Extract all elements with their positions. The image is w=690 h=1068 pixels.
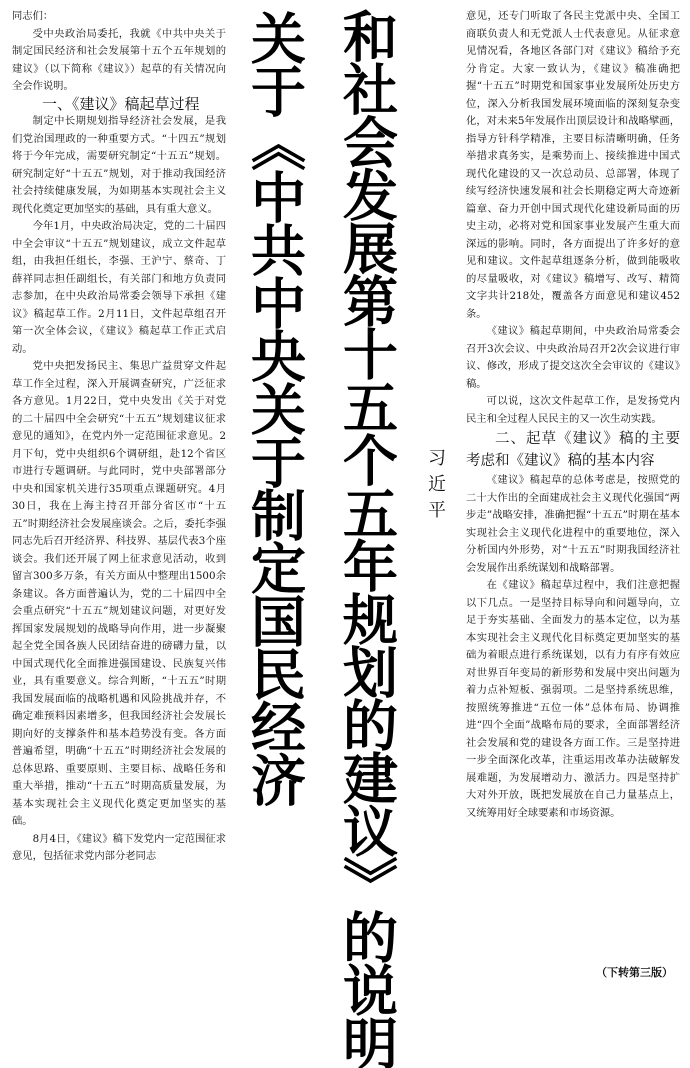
headline-line-1: 和社会发展第十五个五年规划的建议》的说明 [334, 8, 398, 1068]
right-column [466, 8, 680, 986]
paragraph: 《建议》稿起草的总体考虑是，按照党的二十大作出的全面建成社会主义现代化强国“两步走”战略安排，准确把握“十五五”时期在基本实现社会主义现代化进程中的重要地位，深入分析国内外形势，对“十五五”时期我国经济社会发展作出系统谋划和战略部署。 [466, 474, 680, 574]
paragraph: 受中央政治局委托，我就《中共中央关于制定国民经济和社会发展第十五个五年规划的建议》（以下简称《建议》）起草的有关情况向全会作说明。 [12, 27, 226, 92]
paragraph: 可以说，这次文件起草工作，是发扬党内民主和全过程人民民主的又一次生动实践。 [466, 395, 680, 425]
paragraph: 在《建议》稿起草过程中，我们注意把握以下几点。一是坚持目标导向和问题导向，立足于夯实基础、全面发力的基本定位，以为基本实现社会主义现代化目标奠定更加坚实的基础为着眼点进行系统谋划，以有力有序有效应对世界百年变局的新形势和发展中突出问题为着力点补短板、强弱项。二是坚持系统思维，按照统筹推进“五位一体”总体布局、协调推进“四个全面”战略布局的要求，全面部署经济社会发展和党的建设各方面工作。三是坚持进一步全面深化改革，注重运用改革办法破解发展难题，为发展增动力、激活力。四是坚持扩大对外开放，既把发展放在自己力量基点上，又统筹用好全球要素和市场资源。 [466, 579, 680, 819]
paragraph: 意见，还专门听取了各民主党派中央、全国工商联负责人和无党派人士代表意见。从征求意见情况看，各地区各部门对《建议》稿给予充分肯定。大家一致认为，《建议》稿准确把握“十五五”时期党和国家事业发展所处历史方位，深入分析我国发展环境面临的深刻复杂变化，对未来5年发展作出顶层设计和战略擘画，指导方针科学精准，主要目标清晰明确，任务举措求真务实，是乘势而上、接续推进中国式现代化建设的又一次总动员、总部署，体现了续写经济快速发展和社会长期稳定两大奇迹新篇章、奋力开创中国式现代化建设新局面的历史主动，必将对党和国家事业发展产生重大而深远的影响。同时，各方面提出了许多好的意见和建议。文件起草组逐条分析，做到能吸收的尽量吸收，对《建议》稿增写、改写、精简文字共计218处，覆盖各方面意见和建议452条。 [466, 10, 680, 320]
salutation: 同志们： [12, 10, 54, 22]
author-byline: 习近平 [425, 448, 446, 526]
paragraph: 制定中长期规划指导经济社会发展，是我们党治国理政的一种重要方式。“十四五”规划将于今年完成，需要研究制定“十五五”规划。研究制定好“十五五”规划，对于推动我国经济社会持续健康发展，为如期基本实现社会主义现代化奠定更加坚实的基础，具有重大意义。 [12, 115, 226, 215]
section-heading-1: 一、《建议》稿起草过程 [42, 94, 200, 113]
paragraph: 8月4日，《建议》稿下发党内一定范围征求意见，包括征求党内部分老同志 [12, 832, 226, 862]
paragraph: 《建议》稿起草期间，中央政治局常委会召开3次会议、中央政治局召开2次会议进行审议、修改，形成了提交这次全会审议的《建议》稿。 [466, 325, 680, 390]
paragraph: 今年1月，中央政治局决定，党的二十届四中全会审议“十五五”规划建议，成立文件起草组，由我担任组长，李强、王沪宁、蔡奇、丁薛祥同志担任副组长，有关部门和地方负责同志参加，在中央政治局常委会领导下承担《建议》稿起草工作。2月11日，文件起草组召开第一次全体会议，《建议》稿起草工作正式启动。 [12, 220, 226, 355]
left-column [12, 8, 226, 978]
continued-note: （下转第三版） [596, 966, 673, 979]
headline-line-2: 关于《中共中央关于制定国民经济 [242, 10, 306, 805]
section-heading-2: 二、起草《建议》稿的主要考虑和《建议》稿的基本内容 [466, 431, 680, 469]
paragraph: 党中央把发扬民主、集思广益贯穿文件起草工作全过程，深入开展调查研究，广泛征求各方意见。1月22日，党中央发出《关于对党的二十届四中全会研究“十五五”规划建议征求意见的通知》，在党内外一定范围征求意见。2月下旬，党中央组织6个调研组，赴12个省区市进行专题调研。与此同时，党中央部署部分中央和国家机关进行35项重点课题研究。4月30日，我在上海主持召开部分省区市“十五五”时期经济社会发展座谈会。之后，委托李强同志先后召开经济界、科技界、基层代表3个座谈会。我们还开展了网上征求意见活动，收到留言300多万条，有关方面从中整理出1500余条建议。各方面普遍认为，党的二十届四中全会重点研究“十五五”规划建议问题，对更好发挥国家发展规划的战略导向作用，进一步凝聚起全党全国各族人民团结奋进的磅礴力量，以中国式现代化全面推进强国建设、民族复兴伟业，具有重要意义。综合判断，“十五五”时期我国发展面临的战略机遇和风险挑战并存，不确定难预料因素增多，但我国经济社会发展长期向好的支撑条件和基本趋势没有变。各方面普遍希望，明确“十五五”时期经济社会发展的总体思路、重要原则、主要目标、战略任务和重大举措，推动“十五五”时期高质量发展，为基本实现社会主义现代化奠定更加坚实的基础。 [12, 360, 226, 827]
